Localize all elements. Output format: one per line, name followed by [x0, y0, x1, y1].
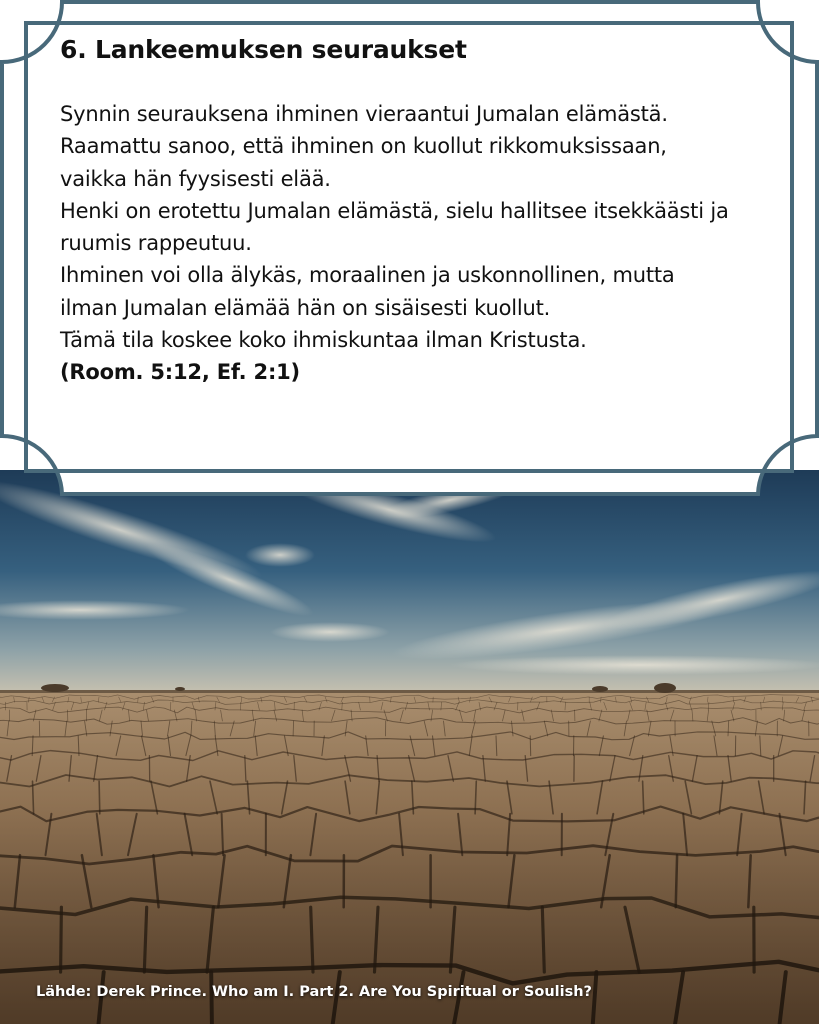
bible-reference: (Room. 5:12, Ef. 2:1): [60, 360, 300, 385]
body-text: [60, 98, 790, 389]
body-line: ilman Jumalan elämää hän on sisäisesti kuollut.: [60, 295, 551, 320]
landscape-photo: [0, 470, 819, 1024]
page-title: 6. Lankeemuksen seuraukset: [60, 35, 467, 64]
body-line: vaikka hän fyysisesti elää.: [60, 166, 331, 191]
source-credit: Lähde: Derek Prince. Who am I. Part 2. Are You Spiritual or Soulish?: [36, 984, 592, 1000]
body-line: Ihminen voi olla älykäs, moraalinen ja uskonnollinen, mutta: [60, 263, 675, 288]
body-line: Synnin seurauksena ihminen vieraantui Jumalan elämästä.: [60, 102, 668, 126]
body-line: Henki on erotettu Jumalan elämästä, sielu hallitsee itsekkäästi ja: [60, 198, 729, 223]
body-line: Tämä tila koskee koko ihmiskuntaa ilman Kristusta.: [60, 328, 587, 353]
body-line: Raamattu sanoo, että ihminen on kuollut rikkomuksissaan,: [60, 134, 667, 159]
body-line: ruumis rappeutuu.: [60, 231, 252, 256]
content-block: [60, 30, 790, 389]
